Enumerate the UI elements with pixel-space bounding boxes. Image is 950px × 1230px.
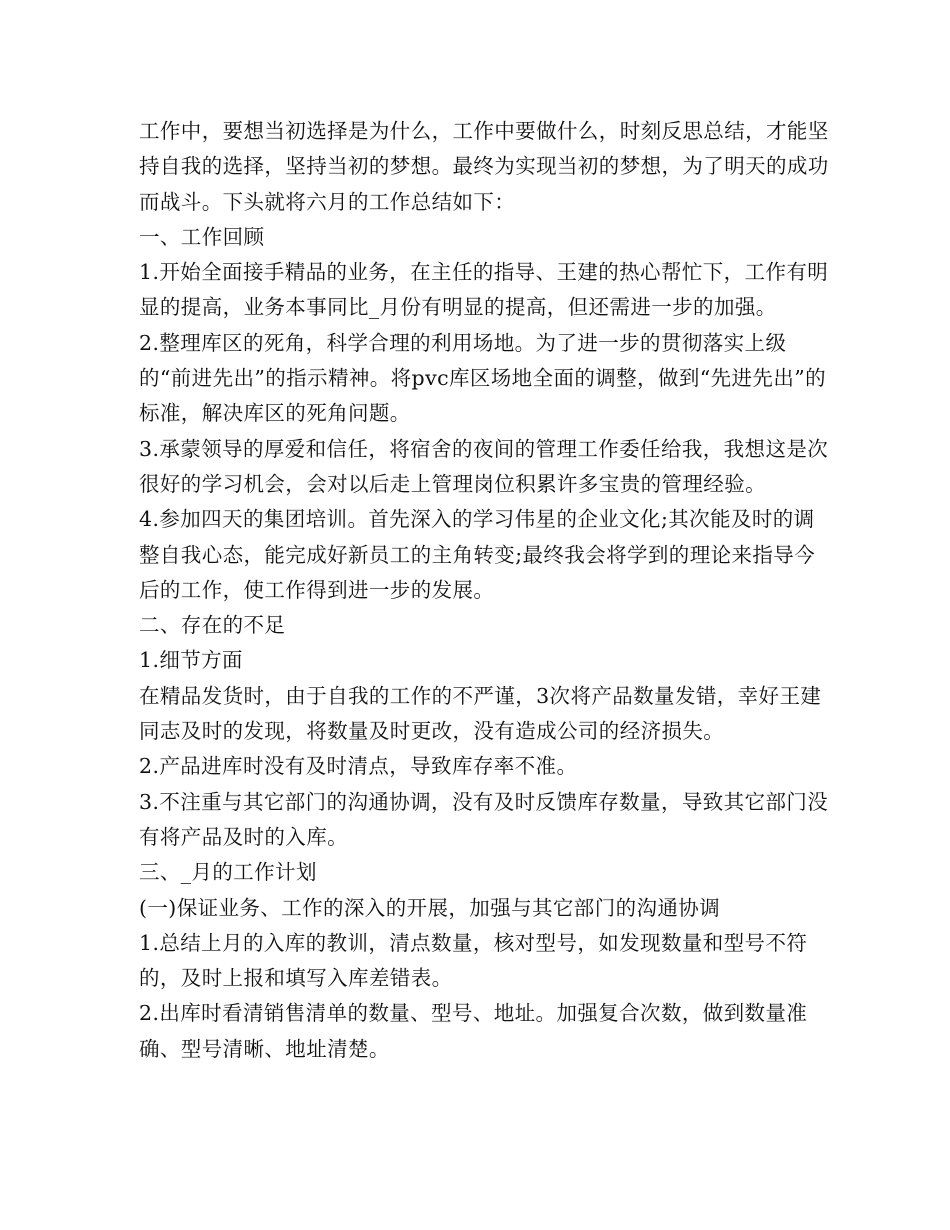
section-heading-review: 一、工作回顾 xyxy=(139,224,265,249)
section-heading-shortcomings: 二、存在的不足 xyxy=(139,613,286,638)
review-item-4: 4.参加四天的集团培训。首先深入的学习伟星的企业文化;其次能及时的调整自我心态，能完成好新员工的主角转变;最终我会将学到的理论来指导今后的工作，使工作得到进一步的发展。 xyxy=(139,507,816,602)
shortcoming-item-1: 1.细节方面 xyxy=(139,648,243,673)
document-body xyxy=(139,114,829,1067)
shortcoming-item-2: 2.产品进库时没有及时清点，导致库存率不准。 xyxy=(139,754,578,779)
plan-subheading: (一)保证业务、工作的深入的开展，加强与其它部门的沟通协调 xyxy=(139,895,721,920)
plan-item-2: 2.出库时看清销售清单的数量、型号、地址。加强复合次数，做到数量准确、型号清晰、地址清楚。 xyxy=(139,1001,808,1061)
intro-paragraph: 工作中，要想当初选择是为什么，工作中要做什么，时刻反思总结，才能坚持自我的选择，坚持当初的梦想。最终为实现当初的梦想，为了明天的成功而战斗。下头就将六月的工作总结如下： xyxy=(139,119,829,214)
plan-item-1: 1.总结上月的入库的教训，清点数量，核对型号，如发现数量和型号不符的，及时上报和填写入库差错表。 xyxy=(139,930,808,991)
shortcoming-detail: 在精品发货时，由于自我的工作的不严谨，3次将产品数量发错，幸好王建同志及时的发现，将数量及时更改，没有造成公司的经济损失。 xyxy=(139,683,822,744)
review-item-1: 1.开始全面接手精品的业务，在主任的指导、王建的热心帮忙下，工作有明显的提高，业务本事同比_月份有明显的提高，但还需进一步的加强。 xyxy=(139,260,829,320)
review-item-2: 2.整理库区的死角，科学合理的利用场地。为了进一步的贯彻落实上级的“前进先出”的指示精神。将pvc库区场地全面的调整，做到“先进先出”的标准，解决库区的死角问题。 xyxy=(139,330,827,426)
review-item-3: 3.承蒙领导的厚爱和信任，将宿舍的夜间的管理工作委任给我，我想这是次很好的学习机会，会对以后走上管理岗位积累许多宝贵的管理经验。 xyxy=(139,436,829,496)
section-heading-plan: 三、_月的工作计划 xyxy=(139,860,317,885)
shortcoming-item-3: 3.不注重与其它部门的沟通协调，没有及时反馈库存数量，导致其它部门没有将产品及时的入库。 xyxy=(139,789,829,849)
